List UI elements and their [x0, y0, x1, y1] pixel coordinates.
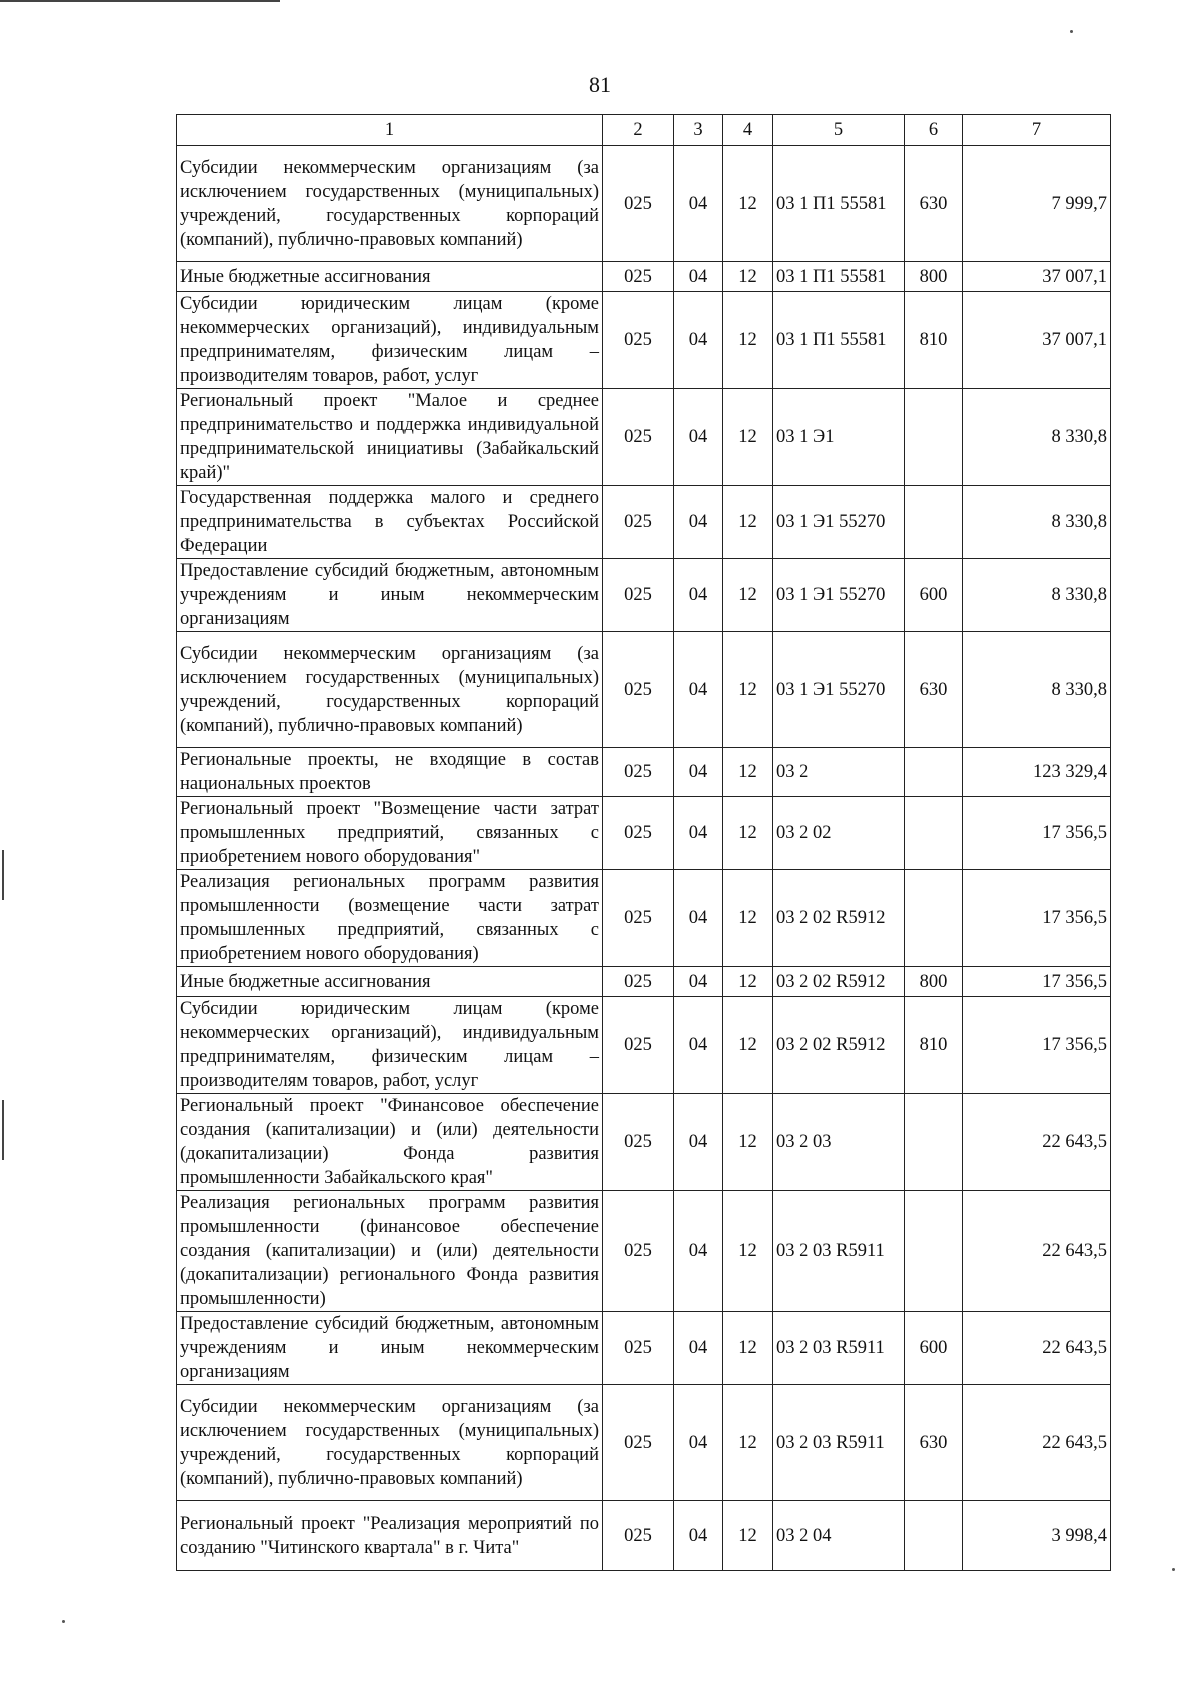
row-col-4: 12 [723, 1191, 773, 1312]
header-col-2: 2 [603, 115, 674, 146]
row-col-5: 03 1 Э1 [773, 389, 905, 486]
row-col-3: 04 [674, 559, 723, 632]
scan-dot-3 [62, 1620, 65, 1623]
row-col-7: 17 356,5 [963, 870, 1111, 967]
header-col-4: 4 [723, 115, 773, 146]
row-col-4: 12 [723, 797, 773, 870]
row-col-6 [905, 870, 963, 967]
scan-edge-top [0, 0, 280, 2]
header-col-5: 5 [773, 115, 905, 146]
row-col-4: 12 [723, 1501, 773, 1571]
row-col-5: 03 2 03 R5911 [773, 1312, 905, 1385]
row-col-7: 7 999,7 [963, 146, 1111, 262]
header-col-1: 1 [177, 115, 603, 146]
row-col-5: 03 2 02 [773, 797, 905, 870]
row-col-3: 04 [674, 486, 723, 559]
table-row [177, 1191, 1111, 1312]
row-col-3: 04 [674, 997, 723, 1094]
row-col-6 [905, 748, 963, 797]
table-row [177, 559, 1111, 632]
row-col-3: 04 [674, 632, 723, 748]
row-col-2: 025 [603, 559, 674, 632]
header-col-7: 7 [963, 115, 1111, 146]
row-col-3: 04 [674, 870, 723, 967]
scan-dot-1 [1070, 30, 1073, 33]
row-col-7: 22 643,5 [963, 1191, 1111, 1312]
row-col-5: 03 2 03 R5911 [773, 1385, 905, 1501]
row-name: Иные бюджетные ассигнования [177, 967, 603, 997]
table-row [177, 1094, 1111, 1191]
row-col-7: 17 356,5 [963, 797, 1111, 870]
row-name: Субсидии некоммерческим организациям (за исключением государственных (муниципальных) учреждений, государственных корпораций (компаний), публично-правовых компаний) [177, 632, 603, 748]
row-name: Реализация региональных программ развития промышленности (финансовое обеспечение создания (капитализации) и (или) деятельности (докапитализации) регионального Фонда развития промышленности) [177, 1191, 603, 1312]
row-col-6 [905, 486, 963, 559]
row-col-6: 630 [905, 632, 963, 748]
row-col-7: 37 007,1 [963, 262, 1111, 292]
row-col-6: 800 [905, 967, 963, 997]
header-row [177, 115, 1111, 146]
table-row [177, 486, 1111, 559]
row-col-5: 03 2 04 [773, 1501, 905, 1571]
table-row [177, 1501, 1111, 1571]
row-col-4: 12 [723, 146, 773, 262]
row-col-6: 810 [905, 292, 963, 389]
row-col-2: 025 [603, 997, 674, 1094]
row-col-6 [905, 797, 963, 870]
row-col-4: 12 [723, 748, 773, 797]
row-col-5: 03 2 02 R5912 [773, 967, 905, 997]
row-col-2: 025 [603, 1312, 674, 1385]
row-col-4: 12 [723, 292, 773, 389]
budget-table [176, 114, 1111, 1571]
row-col-2: 025 [603, 748, 674, 797]
row-col-5: 03 1 П1 55581 [773, 262, 905, 292]
scan-edge-left-2 [2, 1100, 4, 1160]
row-col-4: 12 [723, 632, 773, 748]
row-name: Региональный проект "Финансовое обеспечение создания (капитализации) и (или) деятельности (докапитализации) Фонда развития промышленности Забайкальского края" [177, 1094, 603, 1191]
table-row [177, 1312, 1111, 1385]
row-name: Субсидии некоммерческим организациям (за исключением государственных (муниципальных) учреждений, государственных корпораций (компаний), публично-правовых компаний) [177, 146, 603, 262]
row-col-5: 03 1 Э1 55270 [773, 632, 905, 748]
row-col-5: 03 1 П1 55581 [773, 292, 905, 389]
row-col-3: 04 [674, 748, 723, 797]
row-col-5: 03 2 02 R5912 [773, 870, 905, 967]
row-col-3: 04 [674, 1094, 723, 1191]
row-name: Субсидии юридическим лицам (кроме некоммерческих организаций), индивидуальным предпринимателям, физическим лицам – производителям товаров, работ, услуг [177, 997, 603, 1094]
row-name: Иные бюджетные ассигнования [177, 262, 603, 292]
row-col-7: 37 007,1 [963, 292, 1111, 389]
row-col-6: 810 [905, 997, 963, 1094]
row-col-6: 800 [905, 262, 963, 292]
row-col-4: 12 [723, 1385, 773, 1501]
row-col-7: 22 643,5 [963, 1385, 1111, 1501]
row-col-5: 03 2 03 R5911 [773, 1191, 905, 1312]
row-col-3: 04 [674, 146, 723, 262]
table-row [177, 967, 1111, 997]
row-col-3: 04 [674, 1191, 723, 1312]
table-row [177, 389, 1111, 486]
row-col-5: 03 2 03 [773, 1094, 905, 1191]
table-row [177, 997, 1111, 1094]
table-row [177, 748, 1111, 797]
row-col-6: 630 [905, 146, 963, 262]
row-col-2: 025 [603, 632, 674, 748]
row-name: Субсидии юридическим лицам (кроме некоммерческих организаций), индивидуальным предпринимателям, физическим лицам – производителям товаров, работ, услуг [177, 292, 603, 389]
row-col-6 [905, 389, 963, 486]
row-col-6 [905, 1191, 963, 1312]
row-col-4: 12 [723, 262, 773, 292]
table-row [177, 632, 1111, 748]
row-name: Региональный проект "Реализация мероприятий по созданию "Читинского квартала" в г. Чита" [177, 1501, 603, 1571]
row-col-7: 123 329,4 [963, 748, 1111, 797]
row-col-4: 12 [723, 1094, 773, 1191]
row-col-2: 025 [603, 146, 674, 262]
row-col-3: 04 [674, 262, 723, 292]
row-name: Предоставление субсидий бюджетным, автономным учреждениям и иным некоммерческим организациям [177, 559, 603, 632]
table-row [177, 870, 1111, 967]
row-col-3: 04 [674, 1385, 723, 1501]
row-col-7: 17 356,5 [963, 997, 1111, 1094]
row-col-7: 3 998,4 [963, 1501, 1111, 1571]
row-col-3: 04 [674, 967, 723, 997]
row-col-4: 12 [723, 389, 773, 486]
row-name: Предоставление субсидий бюджетным, автономным учреждениям и иным некоммерческим организациям [177, 1312, 603, 1385]
row-col-4: 12 [723, 967, 773, 997]
scan-edge-left-1 [2, 850, 4, 900]
row-name: Региональные проекты, не входящие в состав национальных проектов [177, 748, 603, 797]
row-col-7: 8 330,8 [963, 389, 1111, 486]
row-col-2: 025 [603, 967, 674, 997]
row-col-4: 12 [723, 997, 773, 1094]
row-col-5: 03 1 Э1 55270 [773, 486, 905, 559]
row-col-4: 12 [723, 559, 773, 632]
row-col-2: 025 [603, 1385, 674, 1501]
row-col-3: 04 [674, 389, 723, 486]
row-col-2: 025 [603, 389, 674, 486]
row-col-4: 12 [723, 486, 773, 559]
row-col-2: 025 [603, 1191, 674, 1312]
row-name: Региональный проект "Возмещение части затрат промышленных предприятий, связанных с приобретением нового оборудования" [177, 797, 603, 870]
row-col-2: 025 [603, 486, 674, 559]
row-col-3: 04 [674, 797, 723, 870]
header-col-3: 3 [674, 115, 723, 146]
table-row [177, 262, 1111, 292]
row-col-7: 17 356,5 [963, 967, 1111, 997]
row-col-3: 04 [674, 1312, 723, 1385]
table-row [177, 797, 1111, 870]
row-col-2: 025 [603, 292, 674, 389]
row-col-7: 8 330,8 [963, 559, 1111, 632]
row-col-3: 04 [674, 1501, 723, 1571]
row-col-6: 600 [905, 559, 963, 632]
row-name: Региональный проект "Малое и среднее предпринимательство и поддержка индивидуальной предпринимательской инициативы (Забайкальский край)" [177, 389, 603, 486]
page-number: 81 [589, 72, 611, 97]
table-row [177, 1385, 1111, 1501]
row-col-3: 04 [674, 292, 723, 389]
row-col-2: 025 [603, 797, 674, 870]
row-col-7: 22 643,5 [963, 1312, 1111, 1385]
row-col-4: 12 [723, 1312, 773, 1385]
row-col-2: 025 [603, 870, 674, 967]
table-row [177, 146, 1111, 262]
scan-dot-2 [1172, 1568, 1175, 1571]
row-col-2: 025 [603, 1501, 674, 1571]
row-col-6: 630 [905, 1385, 963, 1501]
row-col-5: 03 2 [773, 748, 905, 797]
table-row [177, 292, 1111, 389]
row-col-2: 025 [603, 262, 674, 292]
row-col-5: 03 2 02 R5912 [773, 997, 905, 1094]
row-col-6 [905, 1501, 963, 1571]
row-col-2: 025 [603, 1094, 674, 1191]
row-col-5: 03 1 П1 55581 [773, 146, 905, 262]
header-col-6: 6 [905, 115, 963, 146]
row-name: Субсидии некоммерческим организациям (за исключением государственных (муниципальных) учреждений, государственных корпораций (компаний), публично-правовых компаний) [177, 1385, 603, 1501]
row-name: Реализация региональных программ развития промышленности (возмещение части затрат промышленных предприятий, связанных с приобретением нового оборудования) [177, 870, 603, 967]
row-col-7: 22 643,5 [963, 1094, 1111, 1191]
row-col-4: 12 [723, 870, 773, 967]
row-col-7: 8 330,8 [963, 486, 1111, 559]
row-col-6 [905, 1094, 963, 1191]
row-col-5: 03 1 Э1 55270 [773, 559, 905, 632]
row-col-7: 8 330,8 [963, 632, 1111, 748]
row-col-6: 600 [905, 1312, 963, 1385]
row-name: Государственная поддержка малого и среднего предпринимательства в субъектах Российской Федерации [177, 486, 603, 559]
